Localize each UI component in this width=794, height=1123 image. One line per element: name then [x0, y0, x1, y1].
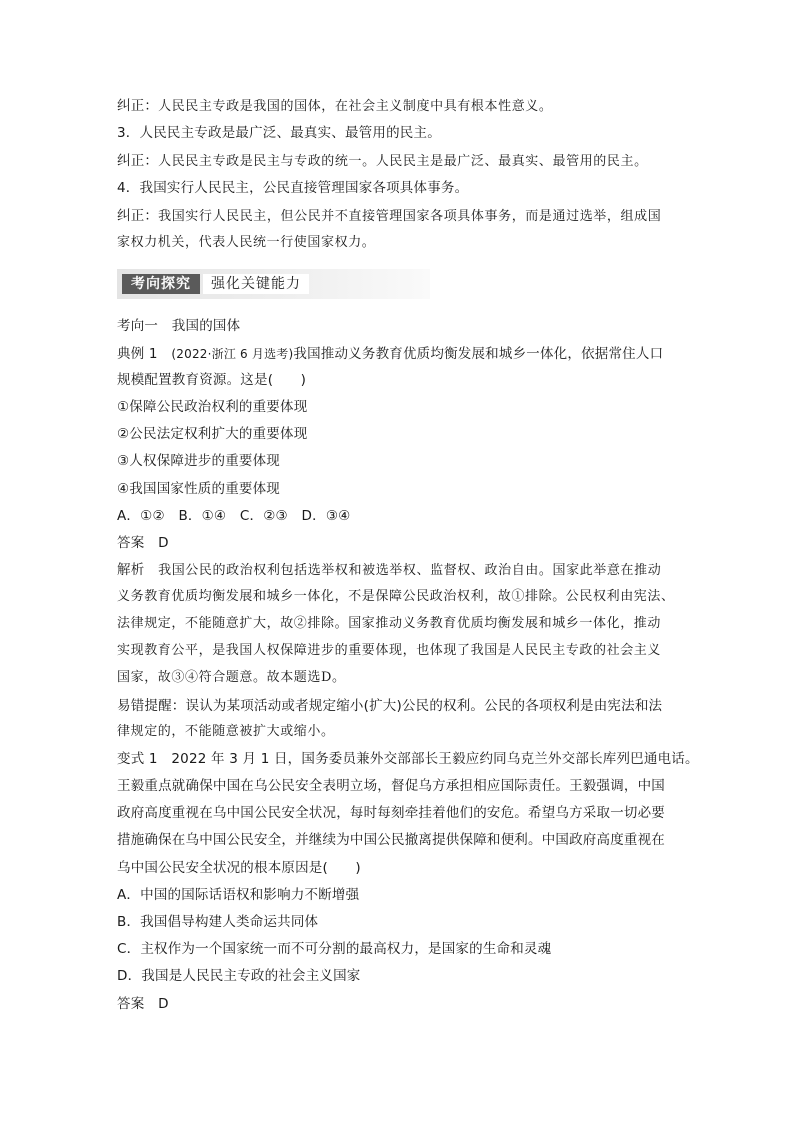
section-banner: [117, 269, 430, 299]
example-1-stem-continued: 规模配置教育资源。这是( ): [117, 372, 307, 388]
section-heading: 考向一 我国的国体: [117, 318, 241, 334]
analysis-line-1: [117, 560, 682, 581]
variant-option-a: A．中国的国际话语权和影响力不断增强: [117, 887, 360, 903]
variant-1-stem-2: 王毅重点就确保中国在乌公民安全表明立场，督促乌方承担相应国际责任。王毅强调，中国: [117, 778, 665, 794]
correction-label: 纠正：: [117, 98, 159, 114]
variant-1-stem-4: 措施确保在乌中国公民安全，并继续为中国公民撤离提供保障和便利。中国政府高度重视在: [117, 832, 665, 848]
banner-dark-label: 考向探究: [122, 274, 200, 294]
example-option-1: ①保障公民政治权利的重要体现: [117, 399, 308, 415]
variant-option-d: D．我国是人民民主专政的社会主义国家: [117, 968, 361, 984]
correction-text: 人民民主专政是民主与专政的统一。人民民主是最广泛、最真实、最管用的民主。: [158, 154, 648, 169]
correction-2: [117, 151, 682, 172]
correction-label: 纠正：: [117, 208, 159, 224]
example-stem-text: 我国推动义务教育优质均衡发展和城乡一体化，依据常住人口: [293, 346, 664, 362]
variant-1-stem-5: 乌中国公民安全状况的根本原因是( ): [117, 860, 361, 876]
variant-answer: 答案 D: [117, 996, 169, 1012]
analysis-label: 解析: [117, 562, 159, 578]
misconception-4: 4．我国实行人民民主，公民直接管理国家各项具体事务。: [117, 180, 469, 196]
tip-label: 易错提醒：: [117, 698, 186, 714]
analysis-line-3: 法律规定，不能随意扩大，故②排除。国家推动义务教育优质均衡发展和城乡一体化，推动: [117, 616, 662, 631]
misconception-3: 3．人民民主专政是最广泛、最真实、最管用的民主。: [117, 125, 441, 141]
banner-light-label: 强化关键能力: [203, 274, 309, 294]
correction-label: 纠正：: [117, 153, 159, 169]
variant-1-stem-1: 变式 1 2022 年 3 月 1 日，国务委员兼外交部部长王毅应约同乌克兰外交部长库列巴通电话。: [117, 751, 699, 767]
variant-option-c: C．主权作为一个国家统一而不可分割的最高权力，是国家的生命和灵魂: [117, 941, 552, 957]
example-option-2: ②公民法定权利扩大的重要体现: [117, 426, 308, 442]
example-1-stem: [117, 344, 682, 364]
example-lead: 典例 1: [117, 346, 172, 362]
correction-1: [117, 96, 682, 117]
tip-line-1: [117, 696, 682, 716]
example-answer: 答案 D: [117, 535, 169, 551]
example-option-3: ③人权保障进步的重要体现: [117, 453, 281, 469]
correction-3-continued: 家权力机关，代表人民统一行使国家权力。: [117, 235, 376, 250]
variant-option-b: B．我国倡导构建人类命运共同体: [117, 914, 319, 930]
correction-3: [117, 206, 682, 227]
example-option-4: ④我国国家性质的重要体现: [117, 481, 281, 497]
example-choices: A．①② B．①④ C．②③ D．③④: [117, 508, 351, 524]
tip-line-2: 律规定的，不能随意被扩大或缩小。: [117, 724, 335, 739]
example-source: (2022·浙江 6 月选考): [171, 347, 294, 361]
correction-text: 人民民主专政是我国的国体，在社会主义制度中具有根本性意义。: [158, 99, 553, 114]
tip-text: 误认为某项活动或者规定缩小(扩大)公民的权利。公民的各项权利是由宪法和法: [185, 698, 663, 714]
analysis-line-4: 实现教育公平，是我国人权保障进步的重要体现，也体现了我国是人民民主专政的社会主义: [117, 643, 662, 658]
correction-text: 我国实行人民民主，但公民并不直接管理国家各项具体事务，而是通过选举，组成国: [158, 209, 662, 224]
analysis-line-5: 国家，故③④符合题意。故本题选D。: [117, 670, 346, 685]
analysis-text: 我国公民的政治权利包括选举权和被选举权、监督权、政治自由。国家此举意在推动: [158, 563, 662, 578]
analysis-line-2: 义务教育优质均衡发展和城乡一体化，不是保障公民政治权利，故①排除。公民权利由宪法、: [117, 589, 675, 604]
variant-1-stem-3: 政府高度重视在乌中国公民安全状况，每时每刻牵挂着他们的安危。希望乌方采取一切必要: [117, 805, 665, 821]
